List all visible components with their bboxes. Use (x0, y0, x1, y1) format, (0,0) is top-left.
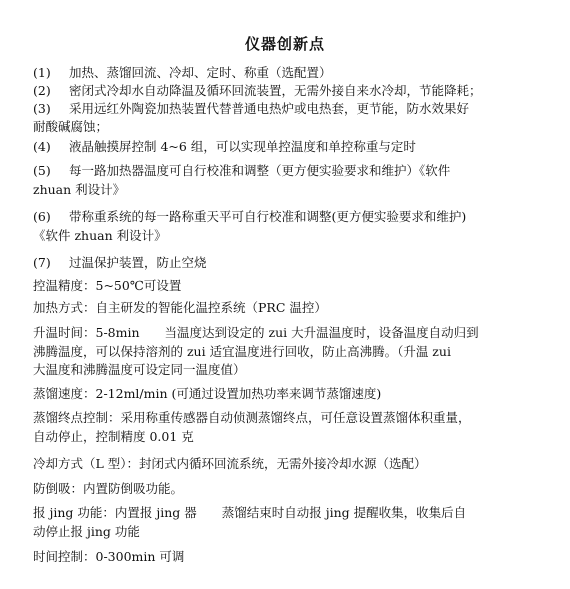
item-text: 自动停止，控制精度 0.01 克 (33, 429, 194, 444)
item-number: (2) (33, 83, 51, 98)
feature-item-7 (33, 255, 560, 271)
spec-alarm-function (33, 505, 560, 521)
item-text: 沸腾温度，可以保持溶剂的 zui 适宜温度进行回收，防止高沸腾。（升温 zui (33, 344, 451, 359)
item-text: 冷却方式（L 型）：封闭式内循环回流系统，无需外接冷却水源（选配） (33, 456, 427, 471)
spec-heating-time (33, 325, 560, 341)
item-text: 蒸馏终点控制：采用称重传感器自动侦测蒸馏终点，可任意设置蒸馏体积重量， (33, 410, 471, 425)
spec-heating-method (33, 300, 560, 316)
item-text: 采用远红外陶瓷加热装置代替普通电热炉或电热套，更节能，防水效果好 (69, 101, 470, 116)
spec-distillation-speed (33, 386, 560, 402)
feature-item-6 (33, 209, 560, 225)
item-text: 带称重系统的每一路称重天平可自行校准和调整(更方便实验要求和维护) (69, 209, 467, 224)
item-text: 控温精度：5~50℃可设置 (33, 278, 182, 293)
item-text: 加热、蒸馏回流、冷却、定时、称重（选配置） (69, 65, 332, 80)
item-number: (5) (33, 163, 51, 178)
spec-heating-time-continued (33, 344, 560, 360)
item-text: 《软件 zhuan 利设计》 (33, 228, 167, 243)
item-text: 耐酸碱腐蚀； (33, 119, 109, 134)
feature-item-4 (33, 139, 560, 155)
spec-anti-backflow (33, 481, 560, 497)
item-text: 加热方式：自主研发的智能化温控系统（PRC 温控） (33, 300, 327, 315)
feature-item-5-continued (33, 182, 560, 198)
item-text: 每一路加热器温度可自行校准和调整（更方便实验要求和维护）《软件 (69, 163, 451, 178)
item-number: (7) (33, 255, 51, 270)
item-text: zhuan 利设计》 (33, 182, 126, 197)
item-text: 时间控制：0-300min 可调 (33, 549, 185, 564)
item-text: 密闭式冷却水自动降温及循环回流装置，无需外接自来水冷却，节能降耗； (69, 83, 482, 98)
item-text: 蒸馏速度：2-12ml/min (可通过设置加热功率来调节蒸馏速度) (33, 386, 382, 401)
feature-item-3 (33, 101, 560, 117)
spec-distillation-endpoint (33, 410, 560, 426)
feature-item-5 (33, 163, 560, 179)
spec-cooling-method (33, 456, 560, 472)
feature-item-3-continued (33, 119, 560, 135)
spec-distillation-endpoint-continued (33, 429, 560, 445)
spec-time-control (33, 549, 560, 565)
item-number: (1) (33, 65, 51, 80)
feature-item-1 (33, 65, 560, 81)
item-text: 升温时间：5-8min 当温度达到设定的 zui 大升温温度时，设备温度自动归到 (33, 325, 479, 340)
spec-temperature-accuracy (33, 278, 560, 294)
item-number: (4) (33, 139, 51, 154)
item-number: (6) (33, 209, 51, 224)
item-text: 液晶触摸屏控制 4~6 组，可以实现单控温度和单控称重与定时 (69, 139, 416, 154)
feature-item-2 (33, 83, 560, 99)
item-number: (3) (33, 101, 51, 116)
item-text: 过温保护装置，防止空烧 (69, 255, 207, 270)
feature-item-6-continued (33, 228, 560, 244)
item-text: 动停止报 jing 功能 (33, 524, 140, 539)
spec-alarm-function-continued (33, 524, 560, 540)
spec-heating-time-continued-2 (33, 362, 560, 378)
item-text: 防倒吸：内置防倒吸功能。 (33, 481, 184, 496)
item-text: 大温度和沸腾温度可设定同一温度值） (33, 362, 246, 377)
item-text: 报 jing 功能：内置报 jing 器 蒸馏结束时自动报 jing 提醒收集，收集后自 (33, 505, 467, 520)
page-title: 仪器创新点 (244, 35, 325, 53)
